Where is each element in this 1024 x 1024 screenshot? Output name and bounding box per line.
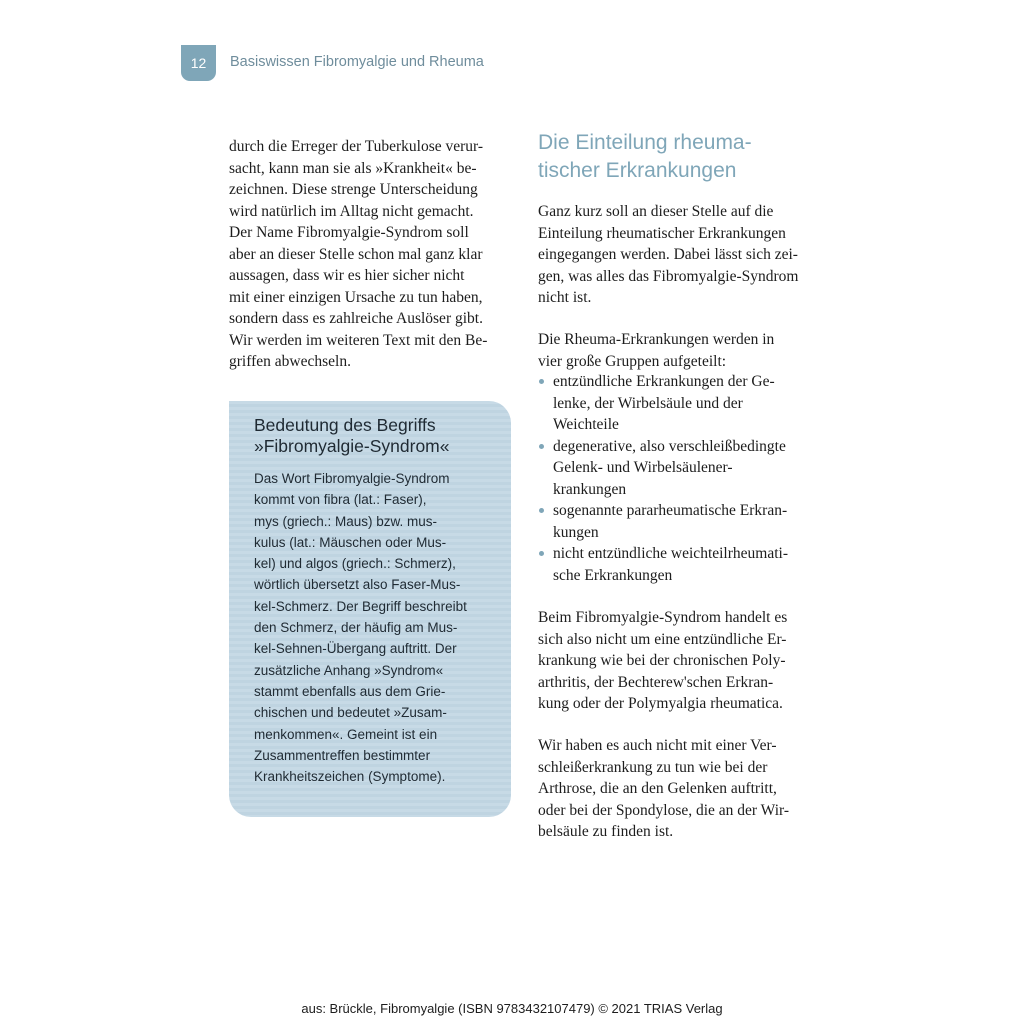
text-line: degenerative, also verschleißbedingte bbox=[553, 437, 786, 455]
text-line: Wir haben es auch nicht mit einer Ver- bbox=[538, 737, 777, 754]
text-line: Gelenk- und Wirbelsäulener- bbox=[553, 459, 733, 476]
heading-line: Die Einteilung rheuma- bbox=[538, 131, 752, 154]
text-line: zeichnen. Diese strenge Unterscheidung bbox=[229, 181, 478, 198]
text-line: Krankheitszeichen (Symptome). bbox=[254, 769, 446, 785]
text-line: sacht, kann man sie als »Krankheit« be- bbox=[229, 159, 477, 177]
text-line: arthritis, der Bechterew'schen Erkran- bbox=[538, 673, 774, 691]
text-line: Das Wort Fibromyalgie-Syndrom bbox=[254, 471, 450, 486]
text-line: kungen bbox=[553, 523, 599, 541]
paragraph-groups bbox=[538, 329, 828, 372]
page-number-tab bbox=[181, 45, 216, 81]
bullet-dot-icon bbox=[539, 508, 544, 513]
text-line: aber an dieser Stelle schon mal ganz klar bbox=[229, 245, 483, 263]
text-line: griffen abwechseln. bbox=[229, 353, 351, 370]
info-box-title bbox=[254, 415, 450, 457]
text-line: Der Name Fibromyalgie-Syndrom soll bbox=[229, 224, 469, 241]
text-line: mys (griech.: Maus) bzw. mus- bbox=[254, 513, 438, 529]
page-number: 12 bbox=[190, 55, 207, 71]
bullet-dot-icon bbox=[539, 444, 544, 449]
text-line: Wir werden im weiteren Text mit den Be- bbox=[229, 331, 488, 349]
title-line: »Fibromyalgie-Syndrom« bbox=[254, 436, 450, 456]
text-line: eingegangen werden. Dabei lässt sich zei- bbox=[538, 246, 798, 263]
text-line: stammt ebenfalls aus dem Grie- bbox=[254, 683, 446, 699]
text-line: sche Erkrankungen bbox=[553, 566, 673, 584]
left-column-text bbox=[229, 136, 514, 373]
text-line: entzündliche Erkrankungen der Ge- bbox=[553, 373, 775, 390]
text-line: Beim Fibromyalgie-Syndrom handelt es bbox=[538, 609, 788, 626]
list-item bbox=[538, 543, 788, 586]
info-box-body bbox=[254, 468, 504, 787]
list-item bbox=[538, 500, 788, 543]
text-line: mit einer einzigen Ursache zu tun haben, bbox=[229, 288, 483, 306]
text-line: den Schmerz, der häufig am Mus- bbox=[254, 620, 458, 636]
text-line: wörtlich übersetzt also Faser-Mus- bbox=[254, 577, 461, 593]
text-line: Ganz kurz soll an dieser Stelle auf die bbox=[538, 203, 774, 220]
bullet-dot-icon bbox=[539, 379, 544, 384]
text-line: kel-Schmerz. Der Begriff beschreibt bbox=[254, 598, 467, 614]
text-line: sich also nicht um eine entzündliche Er- bbox=[538, 630, 787, 648]
text-line: kulus (lat.: Mäuschen oder Mus- bbox=[254, 534, 447, 550]
bullet-dot-icon bbox=[539, 551, 544, 556]
text-line: gen, was alles das Fibromyalgie-Syndrom bbox=[538, 267, 799, 285]
text-line: kommt von fibra (lat.: Faser), bbox=[254, 492, 427, 508]
paragraph-intro bbox=[538, 201, 828, 309]
text-line: kung oder der Polymyalgia rheumatica. bbox=[538, 695, 783, 712]
text-line: kel) und algos (griech.: Schmerz), bbox=[254, 556, 456, 572]
paragraph-fibromyalgia bbox=[538, 607, 828, 715]
text-line: kel-Sehnen-Übergang auftritt. Der bbox=[254, 641, 457, 657]
list-item bbox=[538, 436, 788, 501]
text-line: krankungen bbox=[553, 480, 627, 498]
text-line: durch die Erreger der Tuberkulose verur- bbox=[229, 138, 484, 155]
text-line: menkommen«. Gemeint ist ein bbox=[254, 726, 438, 742]
section-heading bbox=[538, 129, 752, 185]
text-line: aussagen, dass wir es hier sicher nicht bbox=[229, 267, 465, 284]
text-line: chischen und bedeutet »Zusam- bbox=[254, 705, 447, 721]
text-line: belsäule zu finden ist. bbox=[538, 823, 674, 840]
text-line: lenke, der Wirbelsäule und der bbox=[553, 394, 743, 412]
text-line: Arthrose, die an den Gelenken auftritt, bbox=[538, 780, 777, 797]
text-line: Weichteile bbox=[553, 416, 619, 433]
text-line: sogenannte pararheumatische Erkran- bbox=[553, 502, 788, 519]
text-line: nicht ist. bbox=[538, 289, 592, 306]
heading-line: tischer Erkrankungen bbox=[538, 159, 737, 182]
text-line: Einteilung rheumatischer Erkrankungen bbox=[538, 224, 786, 242]
running-head: Basiswissen Fibromyalgie und Rheuma bbox=[230, 54, 484, 70]
text-line: zusätzliche Anhang »Syndrom« bbox=[254, 662, 444, 678]
text-line: krankung wie bei der chronischen Poly- bbox=[538, 652, 786, 669]
page-footer: aus: Brückle, Fibromyalgie (ISBN 9783432107479) © 2021 TRIAS Verlag bbox=[301, 1001, 723, 1016]
text-line: Die Rheuma-Erkrankungen werden in bbox=[538, 331, 775, 348]
text-line: sondern dass es zahlreiche Auslöser gibt. bbox=[229, 310, 483, 327]
text-line: wird natürlich im Alltag nicht gemacht. bbox=[229, 202, 474, 220]
text-line: oder bei der Spondylose, die an der Wir- bbox=[538, 801, 790, 819]
text-line: nicht entzündliche weichteilrheumati- bbox=[553, 545, 788, 562]
title-line: Bedeutung des Begriffs bbox=[254, 415, 436, 435]
paragraph-degenerative bbox=[538, 735, 828, 843]
text-line: Zusammentreffen bestimmter bbox=[254, 747, 431, 763]
bullet-list bbox=[538, 371, 788, 586]
text-line: vier große Gruppen aufgeteilt: bbox=[538, 352, 727, 370]
text-line: schleißerkrankung zu tun wie bei der bbox=[538, 758, 768, 776]
list-item bbox=[538, 371, 788, 436]
